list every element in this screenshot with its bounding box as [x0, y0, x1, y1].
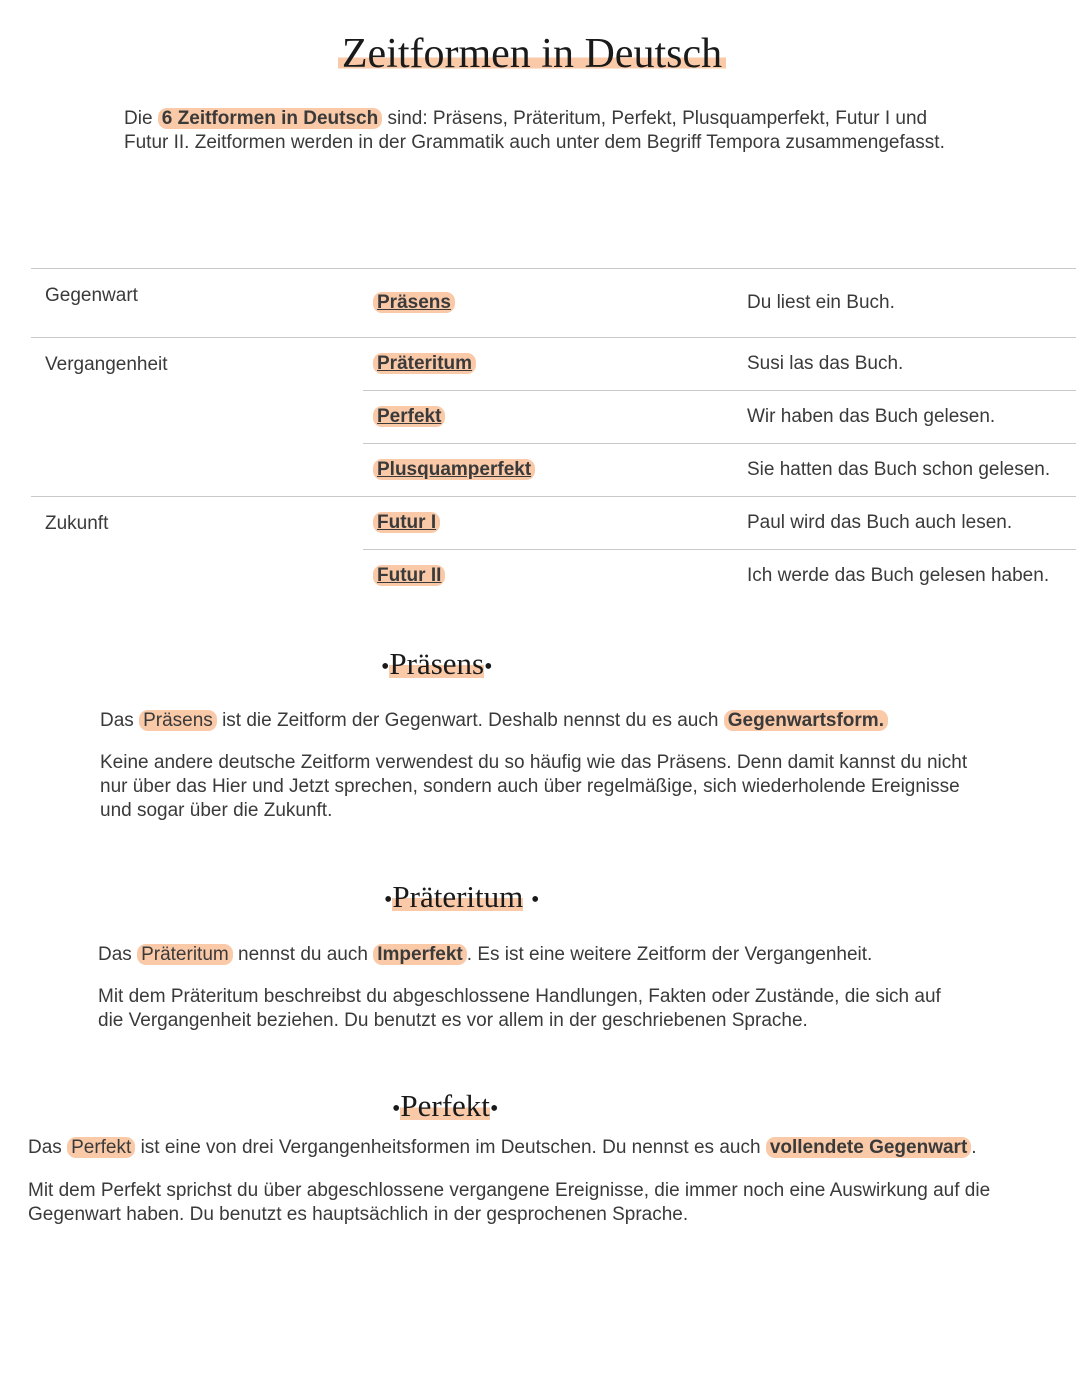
table-row — [31, 338, 1076, 391]
period-cell: Zukunft — [45, 513, 109, 534]
page-title-text: Zeitformen in Deutsch — [338, 31, 726, 77]
text: ist die Zeitform der Gegenwart. Deshalb nennst du es auch — [222, 710, 719, 731]
highlight: Präsens — [139, 710, 217, 731]
bullet-icon: • — [381, 654, 390, 680]
tense-cell — [363, 497, 733, 550]
intro-text-start: Die — [124, 108, 153, 129]
bullet-icon: • — [384, 887, 393, 913]
page-title — [0, 30, 1064, 78]
bullet-icon: • — [484, 654, 493, 680]
example-cell: Du liest ein Buch. — [747, 292, 895, 313]
tense-link-futur-1[interactable]: Futur I — [373, 512, 440, 533]
highlight: vollendete Gegenwart — [766, 1137, 971, 1158]
text: . Es ist eine weitere Zeitform der Vergangenheit. — [466, 944, 873, 965]
bullet-icon: • — [489, 1096, 499, 1122]
intro-paragraph — [124, 107, 964, 155]
praesens-paragraph-2: Keine andere deutsche Zeitform verwendest du so häufig wie das Präsens. Denn damit kannst du nicht nur über das Hier und Jetzt sprechen, sondern auch über regelmäßige, sich wiederholende Ereignisse und sogar über die Zukunft. — [100, 752, 968, 821]
heading-text: Präteritum — [392, 879, 524, 914]
tense-cell — [363, 269, 733, 338]
tenses-table — [31, 268, 1076, 602]
period-cell: Gegenwart — [45, 285, 138, 306]
text: Das — [28, 1137, 62, 1158]
period-cell: Vergangenheit — [45, 354, 168, 375]
text: Das — [100, 710, 134, 731]
example-cell: Paul wird das Buch auch lesen. — [747, 512, 1013, 533]
example-cell: Wir haben das Buch gelesen. — [733, 391, 1076, 444]
example-cell: Sie hatten das Buch schon gelesen. — [733, 444, 1076, 497]
highlight: Gegenwartsform. — [724, 710, 888, 731]
heading-text: Perfekt — [400, 1088, 490, 1123]
praesens-paragraph-1 — [100, 709, 980, 733]
highlight: Präteritum — [137, 944, 233, 965]
table-row — [31, 497, 1076, 550]
tense-link-praeteritum[interactable]: Präteritum — [373, 353, 476, 374]
section-heading-praeteritum — [384, 879, 539, 915]
intro-highlight: 6 Zeitformen in Deutsch — [158, 108, 382, 129]
tense-cell — [363, 444, 733, 497]
tense-link-perfekt[interactable]: Perfekt — [373, 406, 445, 427]
heading-text: Präsens — [389, 646, 485, 681]
tense-link-plusquamperfekt[interactable]: Plusquamperfekt — [373, 459, 535, 480]
text: . — [971, 1137, 977, 1158]
section-heading-perfekt — [392, 1088, 498, 1124]
tense-cell — [363, 550, 733, 603]
text: Das — [98, 944, 132, 965]
bullet-icon: • — [392, 1096, 401, 1122]
tense-link-futur-2[interactable]: Futur II — [373, 565, 445, 586]
intro-text-end: sind: Präsens, Präteritum, Perfekt, Plusquamperfekt, Futur I und Futur II. Zeitformen werden in der Grammatik auch unter dem Begriff Tempora zusammengefasst. — [124, 108, 945, 153]
table-row — [31, 269, 1076, 338]
praeteritum-paragraph-1 — [98, 943, 998, 967]
example-cell: Ich werde das Buch gelesen haben. — [733, 550, 1076, 603]
perfekt-paragraph-2: Mit dem Perfekt sprichst du über abgeschlossene vergangene Ereignisse, die immer noch eine Auswirkung auf die Gegenwart haben. Du benutzt es hauptsächlich in der gesprochenen Sprache. — [28, 1180, 991, 1225]
bullet-icon: • — [531, 887, 540, 913]
example-cell: Susi las das Buch. — [747, 353, 904, 374]
praeteritum-paragraph-2: Mit dem Präteritum beschreibst du abgeschlossene Handlungen, Fakten oder Zustände, die sich auf die Vergangenheit beziehen. Du benutzt es vor allem in der geschriebenen Sprache. — [98, 986, 941, 1031]
tense-link-praesens[interactable]: Präsens — [373, 292, 455, 313]
text: nennst du auch — [238, 944, 368, 965]
perfekt-paragraph-1 — [28, 1136, 1068, 1160]
highlight: Perfekt — [67, 1137, 135, 1158]
highlight: Imperfekt — [373, 944, 467, 965]
text: ist eine von drei Vergangenheitsformen im Deutschen. Du nennst es auch — [140, 1137, 761, 1158]
section-heading-praesens — [381, 646, 493, 682]
tense-cell — [363, 338, 733, 391]
tense-cell — [363, 391, 733, 444]
